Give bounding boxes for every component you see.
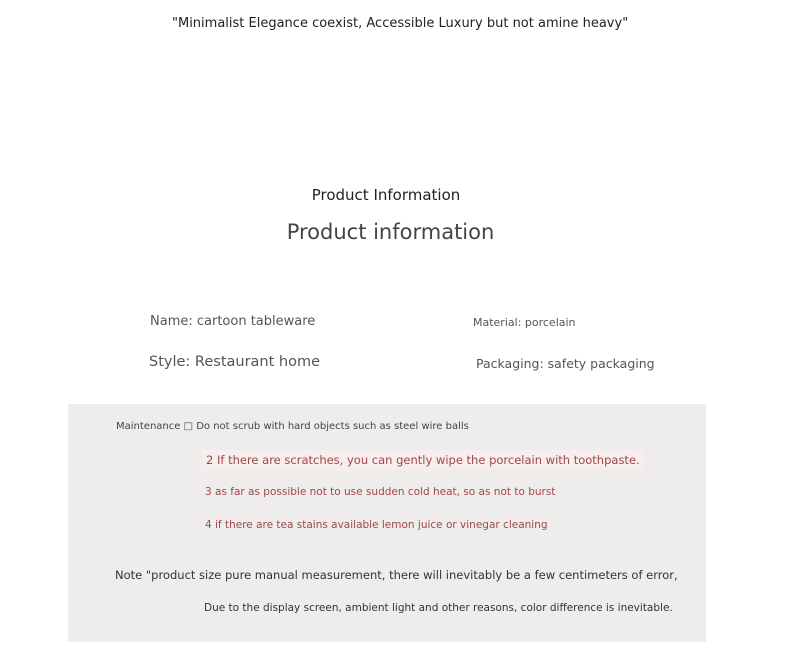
care-instructions-panel — [68, 404, 706, 642]
care-tip-tea-stains: 4 if there are tea stains available lemon juice or vinegar cleaning — [205, 519, 548, 531]
section-heading: Product Information — [311, 186, 461, 204]
care-tip-cold-heat: 3 as far as possible not to use sudden cold heat, so as not to burst — [205, 486, 556, 498]
spec-name: Name: cartoon tableware — [150, 314, 316, 329]
note-color-difference: Due to the display screen, ambient light and other reasons, color difference is inevitable. — [204, 602, 673, 614]
tagline: "Minimalist Elegance coexist, Accessible Luxury but not amine heavy" — [172, 16, 629, 31]
section-subheading: Product information — [286, 220, 495, 244]
maintenance-text: Maintenance □ Do not scrub with hard objects such as steel wire balls — [116, 421, 469, 432]
spec-style: Style: Restaurant home — [149, 354, 321, 370]
spec-material: Material: porcelain — [473, 316, 576, 329]
note-size-error: Note "product size pure manual measurement, there will inevitably be a few centimeters of error, — [115, 568, 678, 582]
care-tip-scratches: 2 If there are scratches, you can gently wipe the porcelain with toothpaste. — [202, 450, 644, 470]
spec-packaging: Packaging: safety packaging — [476, 356, 655, 371]
